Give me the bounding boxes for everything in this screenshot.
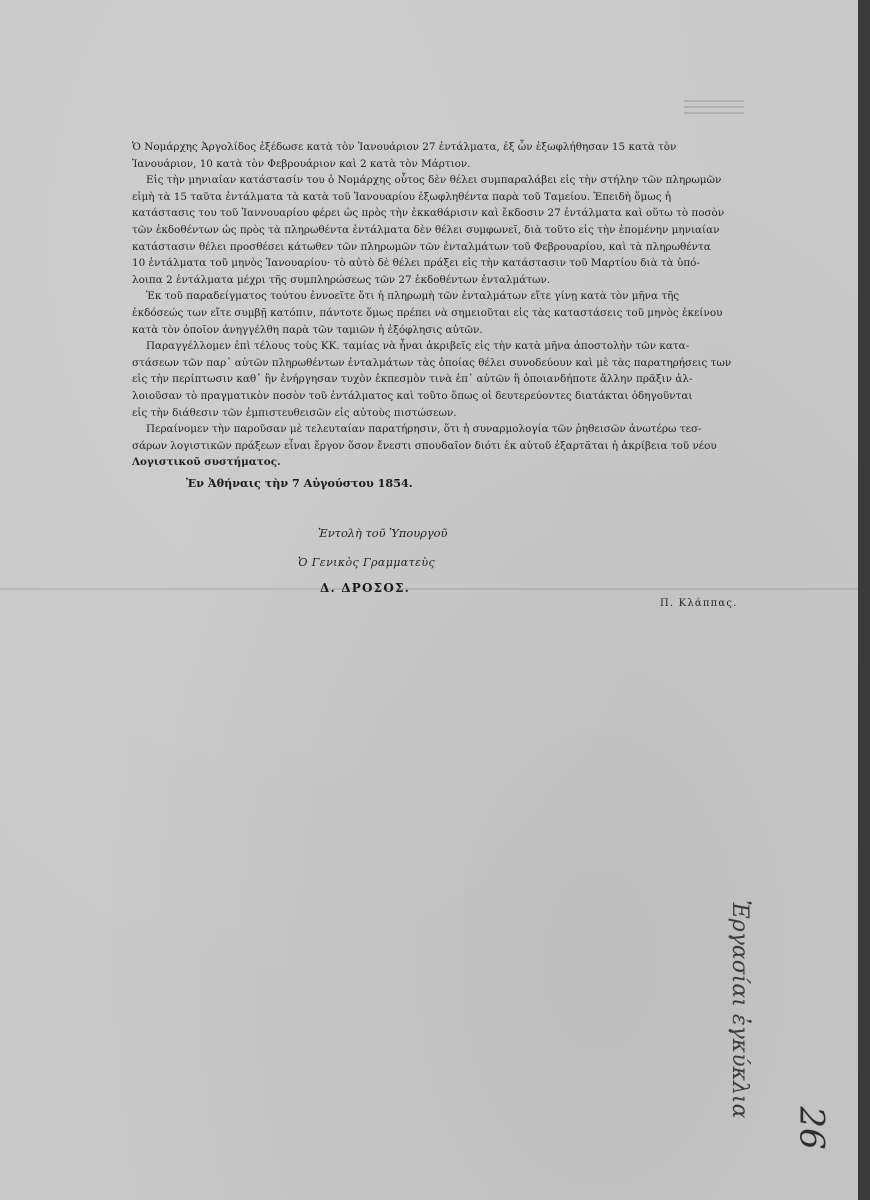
body-line-20: Λογιστικοῦ συστήματος. (132, 456, 281, 469)
body-line-3: Εἰς τὴν μηνιαίαν κατάστασίν του ὁ Νομάρχης οὗτος δὲν θέλει συμπαραλάβει εἰς τὴν στήλην τῶν πληρωμῶν (146, 174, 722, 187)
paper-fold-line (0, 588, 858, 590)
body-line-18: Περαίνομεν τὴν παροῦσαν μὲ τελευταίαν παρατήρησιν, ὅτι ἡ συναρμολογία τῶν ῥηθεισῶν ἀνωτέρω τεσ- (146, 423, 702, 436)
secretary-name: Δ. ΔΡΟΣΟΣ. (320, 581, 411, 595)
body-line-10: Ἐκ τοῦ παραδείγματος τούτου ἐννοεῖτε ὅτι ἡ πληρωμὴ τῶν ἐνταλμάτων εἴτε γίνῃ κατὰ τὸν μῆνα τῆς (146, 290, 680, 303)
body-line-17: εἰς τὴν διάθεσιν τῶν ἐμπιστευθεισῶν εἰς αὐτοὺς πιστώσεων. (132, 406, 457, 419)
folio-number: 26 (791, 1106, 832, 1150)
order-line: Ἐντολὴ τοῦ Ὑπουργοῦ (318, 526, 448, 540)
body-line-11: ἐκδόσεώς των εἴτε συμβῇ κατόπιν, πάντοτε ὅμως πρέπει νὰ σημειοῦται εἰς τὰς καταστάσεις τοῦ μηνὸς ἐκείνου (132, 306, 723, 319)
body-line-6: τῶν ἐκδοθέντων ὡς πρὸς τὰ πληρωθέντα ἐντάλματα δὲν θέλει συμφωνεῖ, διὰ τοῦτο εἰς τὴν ἑπομένην μηνιαίαν (132, 223, 720, 236)
secretary-title: Ὁ Γενικὸς Γραμματεὺς (298, 556, 436, 569)
body-line-14: στάσεων τῶν παρ᾽ αὐτῶν πληρωθέντων ἐνταλμάτων τὰς ὁποίας θέλει συνοδεύουν καὶ μὲ τὰς παρατηρήσεις των (132, 356, 732, 369)
copyist-signature: Π. Κλάππας. (660, 598, 738, 609)
body-line-12: κατὰ τὸν ὁποῖον ἀνηγγέλθη παρὰ τῶν ταμιῶν ἡ ἐξόφλησις αὐτῶν. (132, 323, 483, 336)
body-line-8: 10 ἐντάλματα τοῦ μηνὸς Ἰανουαρίου· τὸ αὐτὸ δὲ θέλει πράξει εἰς τὴν κατάστασιν τοῦ Μαρτίου διὰ τὰ ὑπό- (132, 257, 700, 270)
body-line-2: Ἰανουάριον, 10 κατὰ τὸν Φεβρουάριον καὶ 2 κατὰ τὸν Μάρτιον. (132, 157, 471, 170)
body-line-16: λοιοῦσαν τὸ πραγματικὸν ποσὸν τοῦ ἐντάλματος καὶ τοῦτο ὅπως οἱ δευτερεύοντες διατάκται ὁδηγοῦνται (132, 389, 693, 402)
body-line-13: Παραγγέλλομεν ἐπὶ τέλους τοὺς ΚΚ. ταμίας νὰ ἦναι ἀκριβεῖς εἰς τὴν κατὰ μῆνα ἀποστολὴν τῶν κατα- (146, 340, 690, 353)
date-line: Ἐν Ἀθήναις τὴν 7 Αὐγούστου 1854. (186, 476, 413, 490)
faint-stamp-mark (684, 96, 744, 118)
body-line-19: σάρων λογιστικῶν πράξεων εἶναι ἔργον ὅσον ἔνεστι σπουδαῖον διότι ἐκ αὐτοῦ ἐξαρτᾶται ἡ ἀκρίβεια τοῦ νέου (132, 439, 717, 452)
scan-edge (858, 0, 870, 1200)
body-line-1: Ὁ Νομάρχης Ἀργολίδος ἐξέδωσε κατὰ τὸν Ἰανουάριον 27 ἐντάλματα, ἐξ ὧν ἐξωφλήθησαν 15 κατὰ τὸν (132, 141, 677, 153)
body-line-7: κατάστασιν θέλει προσθέσει κάτωθεν τῶν πληρωμῶν τῶν ἐνταλμάτων τοῦ Φεβρουαρίου, καὶ τὰ πληρωθέντα (132, 240, 711, 253)
handwritten-margin-note: Ἐργασίαι ἐγκύκλια (727, 900, 752, 1119)
body-line-15: εἰς τὴν περίπτωσιν καθ᾽ ἣν ἐνήργησαν τυχὸν ἐκπεσμὸν τινὰ ἐπ᾽ αὐτῶν ἢ ὁποιανδήποτε ἄλλην πρᾶξιν ἀλ- (132, 373, 693, 386)
body-line-5: κατάστασις του τοῦ Ἰαννουαρίου φέρει ὡς πρὸς τὴν ἐκκαθάρισιν καὶ ἔκδοσιν 27 ἐντάλματα καὶ οὕτω τὸ ποσὸν (132, 207, 725, 220)
body-line-9: λοιπα 2 ἐντάλματα μέχρι τῆς συμπληρώσεως τῶν 27 ἐκδοθέντων ἐνταλμάτων. (132, 273, 551, 286)
circular-body (132, 139, 768, 471)
body-line-4: εἰμὴ τὰ 15 ταῦτα ἐντάλματα τὰ κατὰ τοῦ Ἰανουαρίου ἐξωφληθέντα παρὰ τοῦ Ταμείου. Ἐπειδὴ ὅμως ἡ (132, 190, 672, 203)
